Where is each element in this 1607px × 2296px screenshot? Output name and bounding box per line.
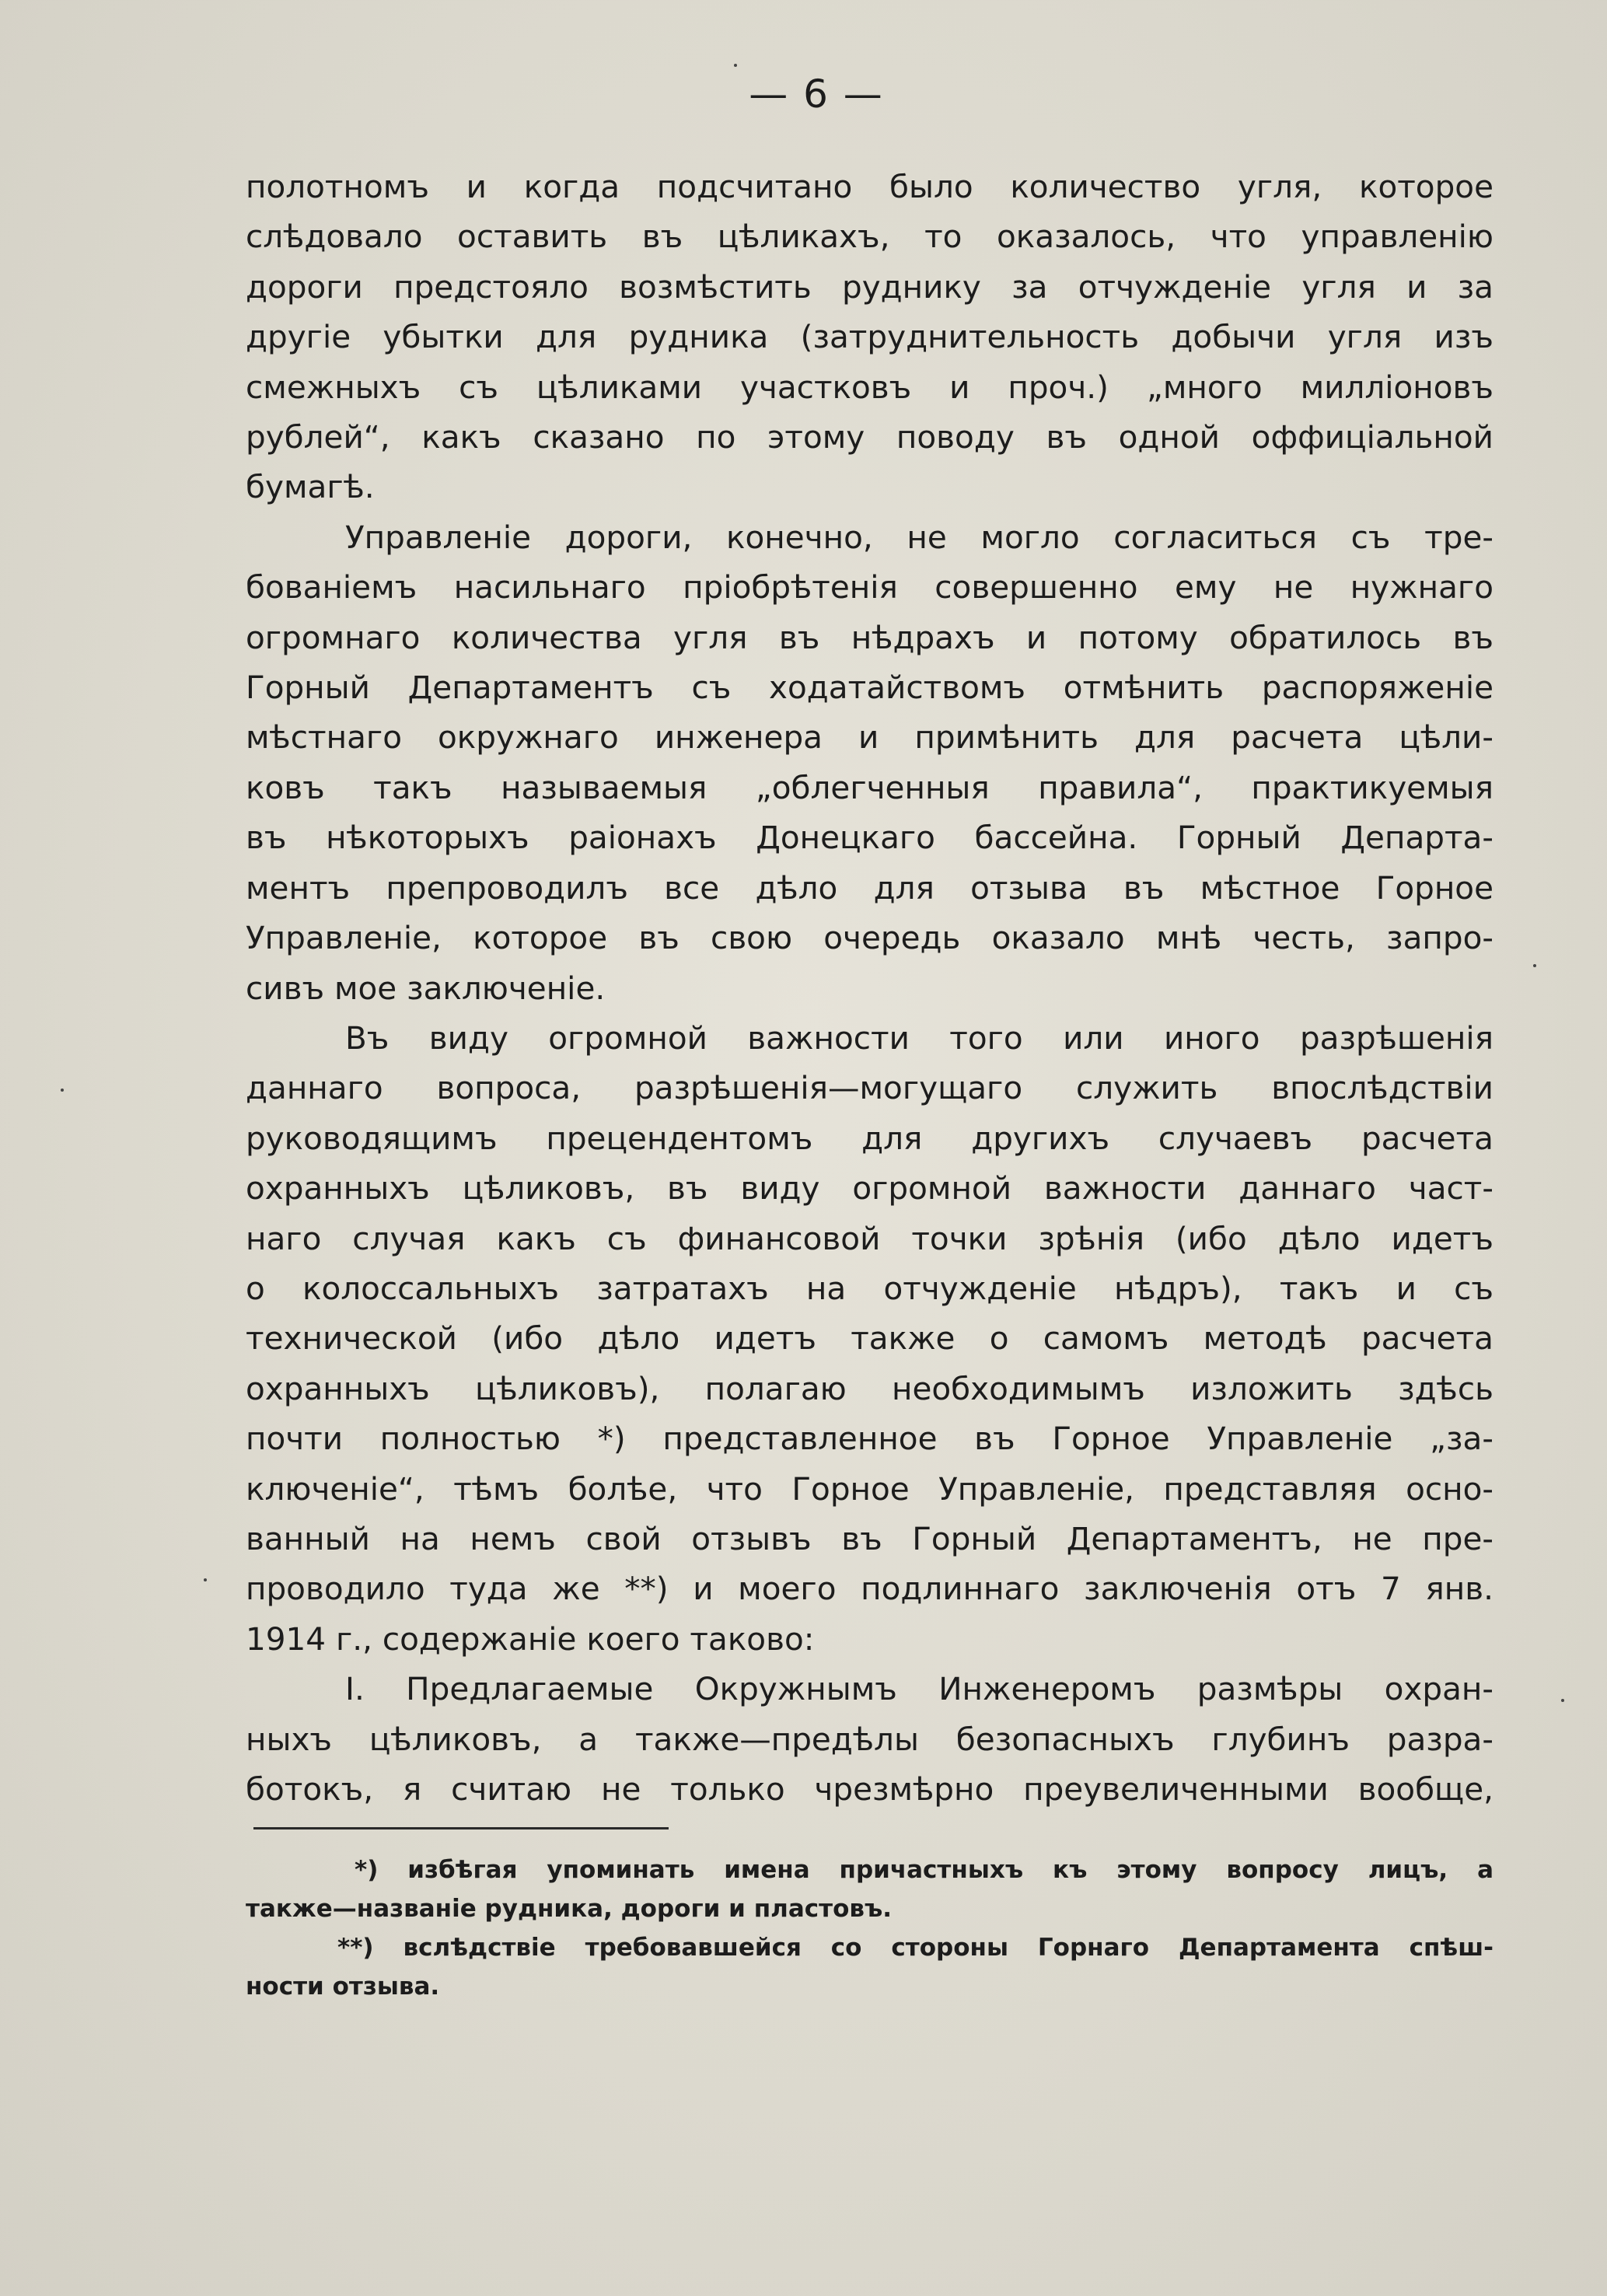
- text-line: ботокъ, я считаю не только чрезмѣрно преувеличенными вообще,: [246, 1770, 1493, 1808]
- text-line: ванный на немъ свой отзывъ въ Горный Департаментъ, не пре-: [246, 1519, 1493, 1557]
- text-line: ключеніе“, тѣмъ болѣе, что Горное Управленіе, представляя осно-: [246, 1470, 1493, 1508]
- text-line: полотномъ и когда подсчитано было количество угля, которое: [246, 168, 1493, 205]
- text-line: Въ виду огромной важности того или иного разрѣшенія: [345, 1019, 1493, 1057]
- text-line: I. Предлагаемые Окружнымъ Инженеромъ размѣры охран-: [345, 1670, 1493, 1708]
- text-line: охранныхъ цѣликовъ, въ виду огромной важности даннаго част-: [246, 1169, 1493, 1207]
- text-line: Управленіе дороги, конечно, не могло согласиться съ тре-: [345, 518, 1493, 556]
- paragraph: [246, 1013, 1493, 1664]
- text-line: ныхъ цѣликовъ, а также—предѣлы безопасныхъ глубинъ разра-: [246, 1720, 1493, 1758]
- text-line: огромнаго количества угля въ нѣдрахъ и потому обратилось въ: [246, 618, 1493, 656]
- text-line: руководящимъ прецендентомъ для другихъ случаевъ расчета: [246, 1119, 1493, 1157]
- text-line: дороги предстояло возмѣстить руднику за отчужденіе угля и за: [246, 267, 1493, 306]
- footnote-line: также—названіе рудника, дороги и пластовъ.: [246, 1895, 893, 1923]
- paragraph: [246, 162, 1493, 512]
- text-line: рублей“, какъ сказано по этому поводу въ одной оффиціальной: [246, 418, 1493, 456]
- paragraph: [246, 1664, 1493, 1814]
- text-line: мѣстнаго окружнаго инженера и примѣнить для расчета цѣли-: [246, 718, 1493, 757]
- footnote: [246, 1928, 1493, 2006]
- text-line: охранныхъ цѣликовъ), полагаю необходимымъ изложить здѣсь: [246, 1369, 1493, 1407]
- text-line: Управленіе, которое въ свою очередь оказало мнѣ честь, запро-: [246, 919, 1493, 957]
- text-line: сивъ мое заключеніе.: [246, 969, 606, 1007]
- text-line: о колоссальныхъ затратахъ на отчужденіе нѣдръ), такъ и съ: [246, 1269, 1493, 1307]
- text-line: бумагѣ.: [246, 468, 375, 506]
- page-number: — 6 —: [749, 72, 884, 117]
- paper-speck: [734, 64, 737, 67]
- text-line: ментъ препроводилъ все дѣло для отзыва въ мѣстное Горное: [246, 868, 1493, 907]
- text-line: слѣдовало оставить въ цѣликахъ, то оказалось, что управленію: [246, 218, 1493, 256]
- footnote-line: *) избѣгая упоминать имена причастныхъ къ этому вопросу лицъ, а: [355, 1856, 1493, 1884]
- text-line: наго случая какъ съ финансовой точки зрѣнія (ибо дѣло идетъ: [246, 1219, 1493, 1257]
- text-line: другіе убытки для рудника (затруднительность добычи угля изъ: [246, 318, 1493, 356]
- text-line: технической (ибо дѣло идетъ также о самомъ методѣ расчета: [246, 1319, 1493, 1358]
- text-line: 1914 г., содержаніе коего таково:: [246, 1620, 815, 1658]
- text-line: ковъ такъ называемыя „облегченныя правила“, практикуемыя: [246, 768, 1493, 806]
- text-line: даннаго вопроса, разрѣшенія—могущаго служить впослѣдствіи: [246, 1069, 1493, 1107]
- paper-speck: [61, 1089, 64, 1092]
- text-line: смежныхъ съ цѣликами участковъ и проч.) „много милліоновъ: [246, 368, 1493, 406]
- text-line: бованіемъ насильнаго пріобрѣтенія совершенно ему не нужнаго: [246, 568, 1493, 606]
- footnote-line: **) вслѣдствіе требовавшейся со стороны Горнаго Департамента спѣш-: [337, 1934, 1493, 1962]
- text-line: почти полностью *) представленное въ Горное Управленіе „за-: [246, 1420, 1493, 1458]
- footnote-separator: [253, 1827, 669, 1829]
- paragraph: [246, 512, 1493, 1013]
- paper-speck: [1533, 964, 1536, 967]
- body-text: [246, 162, 1493, 1814]
- footnote: [246, 1850, 1493, 1928]
- text-line: въ нѣкоторыхъ раіонахъ Донецкаго бассейна. Горный Департа-: [246, 819, 1493, 857]
- paper-speck: [204, 1578, 207, 1581]
- text-line: проводило туда же **) и моего подлиннаго заключенія отъ 7 янв.: [246, 1570, 1493, 1608]
- footnote-line: ности отзыва.: [246, 1973, 440, 2001]
- text-line: Горный Департаментъ съ ходатайствомъ отмѣнить распоряженіе: [246, 669, 1493, 707]
- footnotes: [246, 1850, 1493, 2006]
- paper-speck: [1561, 1699, 1564, 1702]
